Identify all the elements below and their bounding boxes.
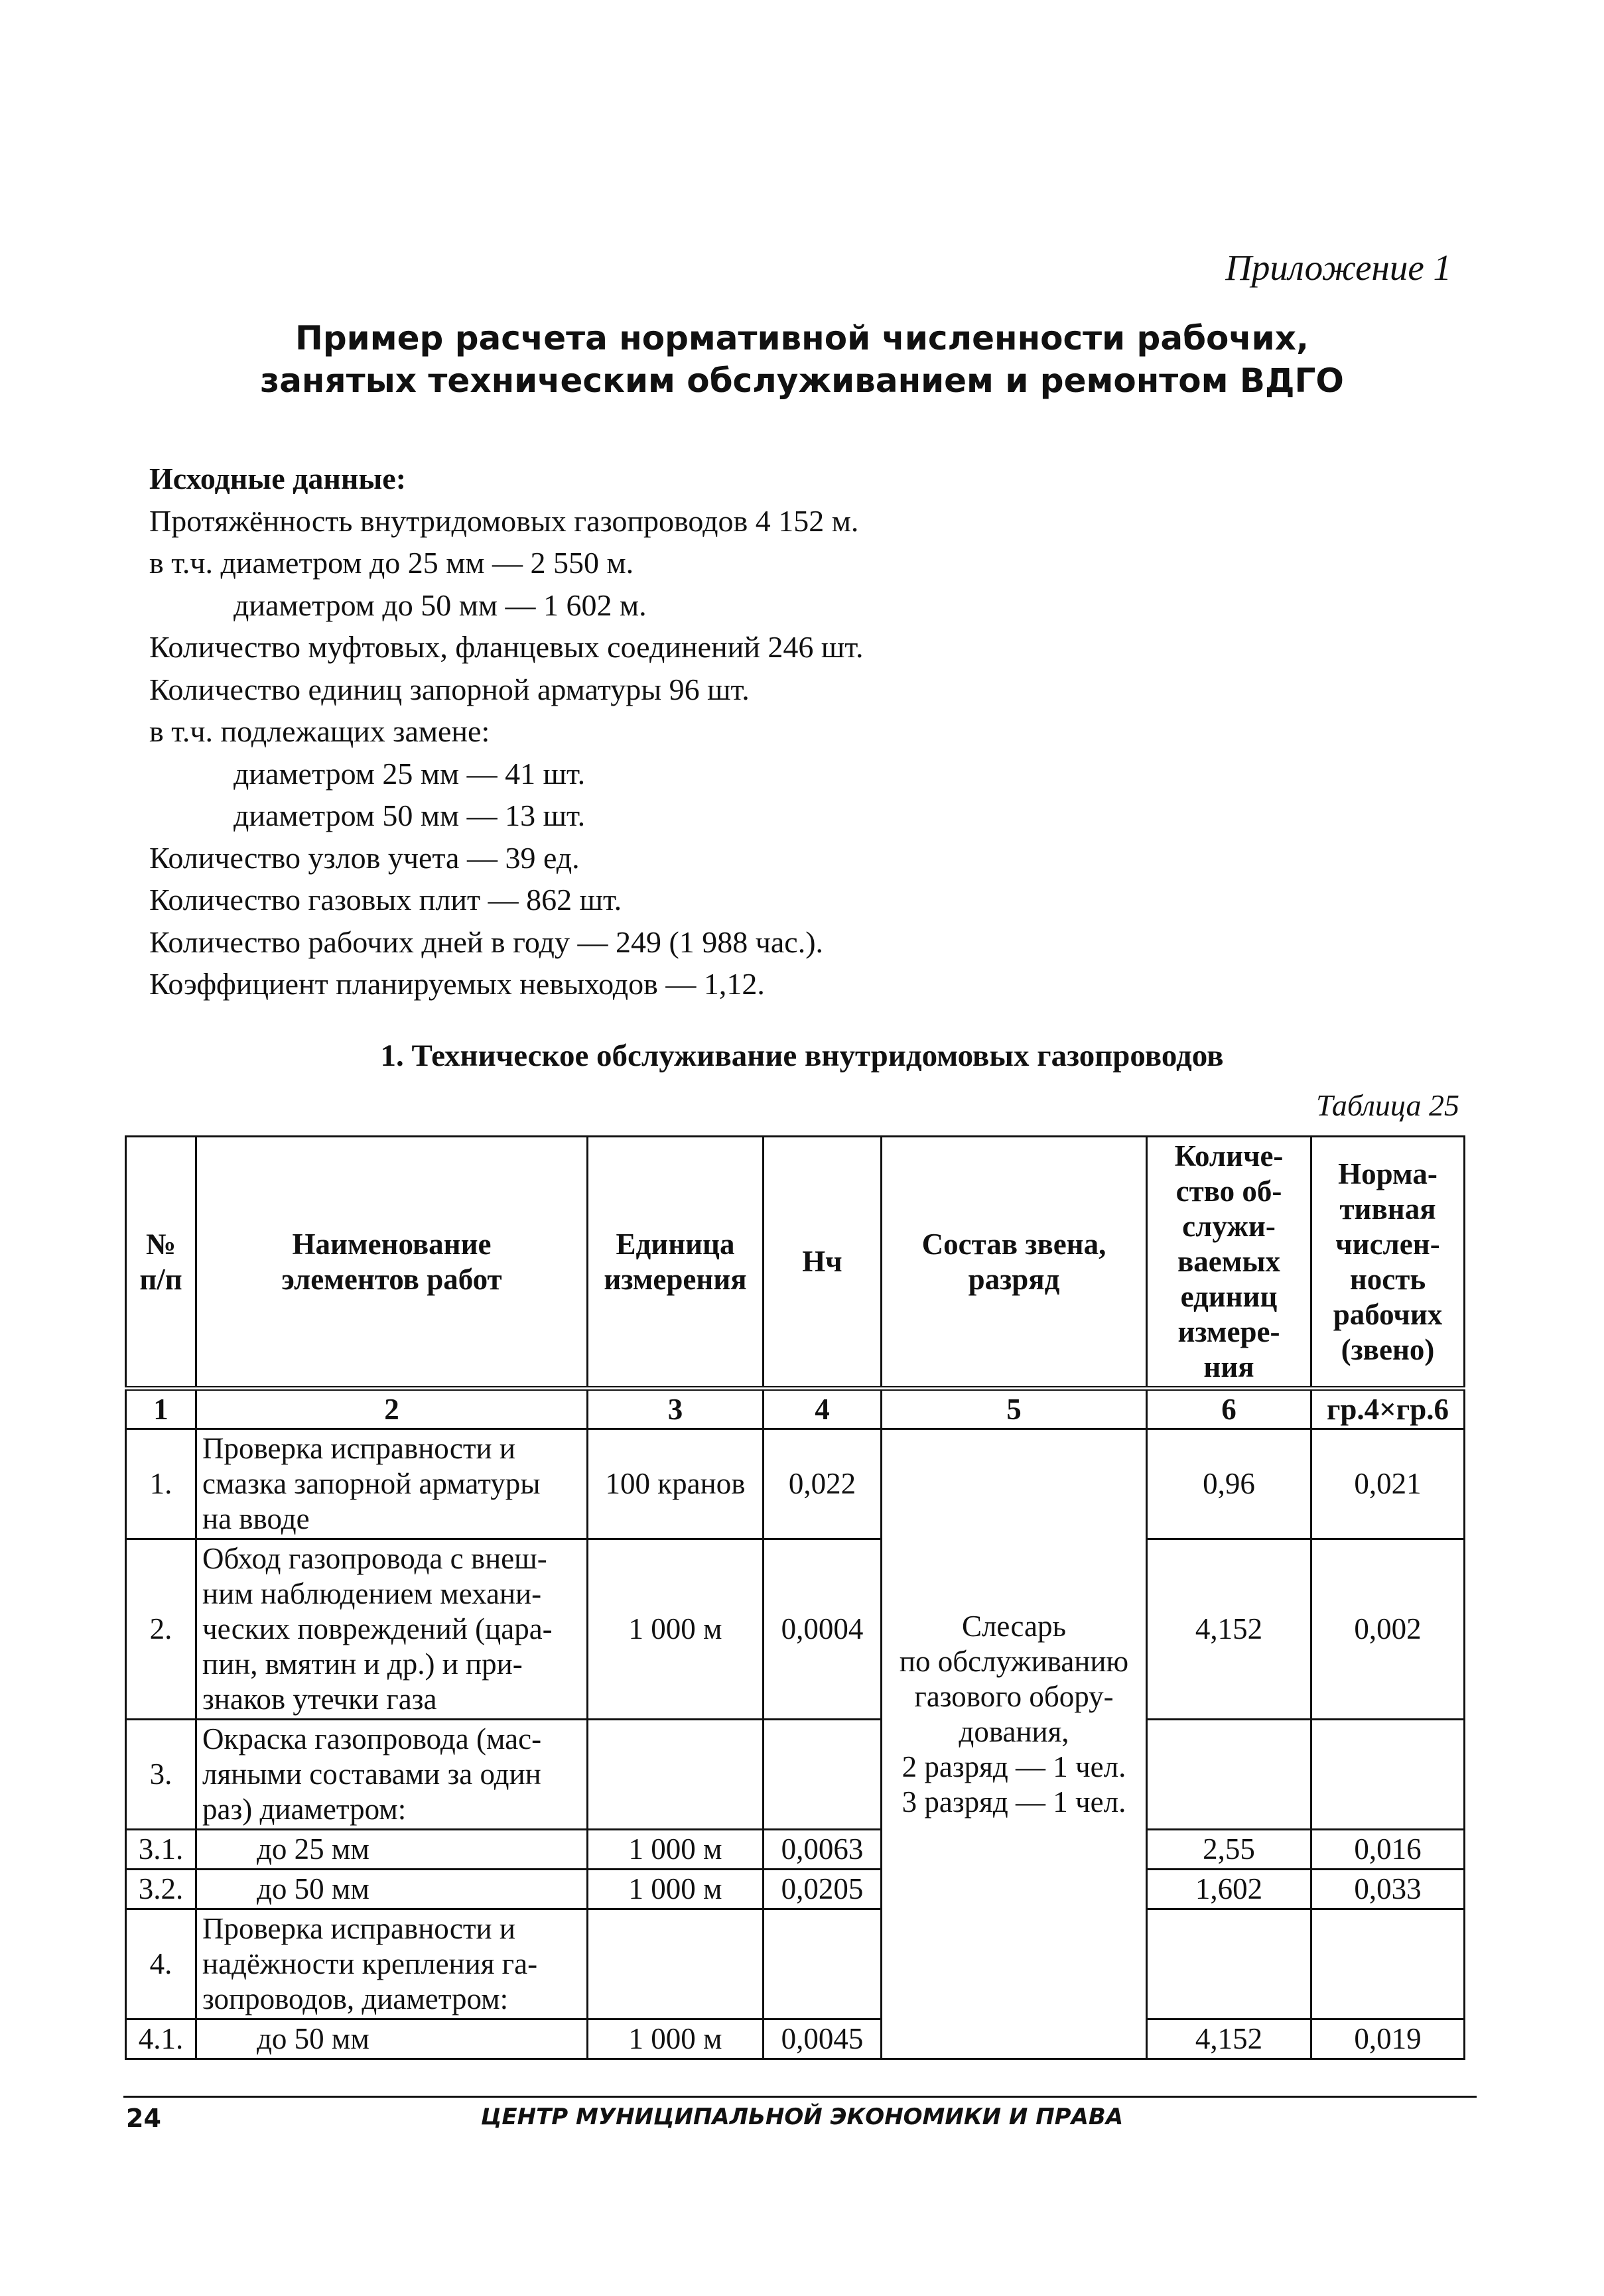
table-row: [126, 1429, 1465, 1539]
col-number: 4: [764, 1389, 882, 1429]
input-line: Количество узлов учета — 39 ед.: [149, 840, 580, 875]
input-line: Коэффициент планируемых невыходов — 1,12.: [149, 967, 765, 1001]
row-num: 1.: [126, 1429, 196, 1539]
norms-table: [125, 1135, 1465, 2060]
row-norm: 0,0063: [764, 1830, 882, 1870]
title-line-2: занятых техническим обслуживанием и ремонтом ВДГО: [260, 361, 1344, 400]
header-name: Наименование элементов работ: [196, 1137, 588, 1389]
input-data-block: [149, 458, 863, 1005]
row-unit: 1 000 м: [588, 1830, 764, 1870]
header-crew: Состав звена, разряд: [882, 1137, 1147, 1389]
table-row: [126, 1720, 1465, 1830]
page-title: [0, 317, 1604, 402]
header-unit: Единица измерения: [588, 1137, 764, 1389]
footer-divider: [123, 2096, 1477, 2098]
table-label: Таблица 25: [1315, 1088, 1459, 1122]
row-name: Обход газопровода с внеш- ним наблюдением механи- ческих повреждений (цара- пин, вмятин и др.) и при- знаков утечки газа: [196, 1539, 588, 1720]
header-norm: Нч: [764, 1137, 882, 1389]
row-num: 3.1.: [126, 1830, 196, 1870]
row-name: до 50 мм: [196, 1870, 588, 1909]
row-name: Окраска газопровода (мас- ляными составами за один раз) диаметром:: [196, 1720, 588, 1830]
row-unit: 1 000 м: [588, 1870, 764, 1909]
row-unit: 1 000 м: [588, 1539, 764, 1720]
header-qty: Количе- ство об- служи- ваемых единиц измере- ния: [1147, 1137, 1311, 1389]
row-unit: [588, 1720, 764, 1830]
table-row: [126, 1539, 1465, 1720]
header-num: № п/п: [126, 1137, 196, 1389]
col-number: 1: [126, 1389, 196, 1429]
row-name: до 25 мм: [196, 1830, 588, 1870]
col-number: гр.4×гр.6: [1311, 1389, 1465, 1429]
input-line: диаметром 50 мм — 13 шт.: [234, 798, 586, 832]
input-line: Количество единиц запорной арматуры 96 шт.: [149, 672, 750, 706]
table-row: [126, 2019, 1465, 2059]
row-norm: 0,0205: [764, 1870, 882, 1909]
input-line: диаметром до 50 мм — 1 602 м.: [234, 588, 647, 622]
input-line: в т.ч. диаметром до 25 мм — 2 550 м.: [149, 546, 634, 580]
row-name: Проверка исправности и надёжности крепления га- зопроводов, диаметром:: [196, 1909, 588, 2019]
table-row: [126, 1870, 1465, 1909]
publisher-footer: ЦЕНТР МУНИЦИПАЛЬНОЙ ЭКОНОМИКИ И ПРАВА: [480, 2104, 1124, 2130]
input-line: Количество газовых плит — 862 шт.: [149, 883, 622, 917]
column-number-row: [126, 1389, 1465, 1429]
row-staff: 0,002: [1311, 1539, 1465, 1720]
row-num: 4.: [126, 1909, 196, 2019]
row-qty: 4,152: [1147, 1539, 1311, 1720]
input-line: Протяжённость внутридомовых газопроводов 4 152 м.: [149, 503, 859, 538]
row-staff: 0,016: [1311, 1830, 1465, 1870]
row-qty: [1147, 1720, 1311, 1830]
crew-composition: Слесарь по обслуживанию газового обору- дования, 2 разряд — 1 чел. 3 разряд — 1 чел.: [882, 1429, 1147, 2059]
row-staff: [1311, 1909, 1465, 2019]
page-number: 24: [126, 2104, 161, 2133]
col-number: 3: [588, 1389, 764, 1429]
row-num: 2.: [126, 1539, 196, 1720]
row-norm: 0,0004: [764, 1539, 882, 1720]
row-qty: [1147, 1909, 1311, 2019]
input-line: диаметром 25 мм — 41 шт.: [234, 756, 586, 791]
row-qty: 0,96: [1147, 1429, 1311, 1539]
row-staff: [1311, 1720, 1465, 1830]
row-qty: 2,55: [1147, 1830, 1311, 1870]
appendix-label: Приложение 1: [1225, 247, 1451, 288]
row-unit: 100 кранов: [588, 1429, 764, 1539]
row-norm: [764, 1720, 882, 1830]
row-num: 3.2.: [126, 1870, 196, 1909]
col-number: 6: [1147, 1389, 1311, 1429]
row-name: до 50 мм: [196, 2019, 588, 2059]
row-num: 3.: [126, 1720, 196, 1830]
row-qty: 1,602: [1147, 1870, 1311, 1909]
col-number: 2: [196, 1389, 588, 1429]
row-name: Проверка исправности и смазка запорной арматуры на вводе: [196, 1429, 588, 1539]
header-row: [126, 1137, 1465, 1389]
row-unit: [588, 1909, 764, 2019]
row-norm: 0,022: [764, 1429, 882, 1539]
row-staff: 0,033: [1311, 1870, 1465, 1909]
row-staff: 0,019: [1311, 2019, 1465, 2059]
title-line-1: Пример расчета нормативной численности рабочих,: [295, 319, 1309, 357]
header-staff: Норма- тивная числен- ность рабочих (звено): [1311, 1137, 1465, 1389]
input-line: в т.ч. подлежащих замене:: [149, 714, 490, 748]
row-unit: 1 000 м: [588, 2019, 764, 2059]
row-num: 4.1.: [126, 2019, 196, 2059]
row-norm: 0,0045: [764, 2019, 882, 2059]
row-norm: [764, 1909, 882, 2019]
col-number: 5: [882, 1389, 1147, 1429]
table-row: [126, 1909, 1465, 2019]
row-staff: 0,021: [1311, 1429, 1465, 1539]
input-line: Количество муфтовых, фланцевых соединений 246 шт.: [149, 630, 864, 664]
row-qty: 4,152: [1147, 2019, 1311, 2059]
section-title: 1. Техническое обслуживание внутридомовых газопроводов: [380, 1039, 1224, 1073]
input-data-heading: Исходные данные:: [149, 462, 407, 495]
table-row: [126, 1830, 1465, 1870]
input-line: Количество рабочих дней в году — 249 (1 988 час.).: [149, 925, 824, 959]
